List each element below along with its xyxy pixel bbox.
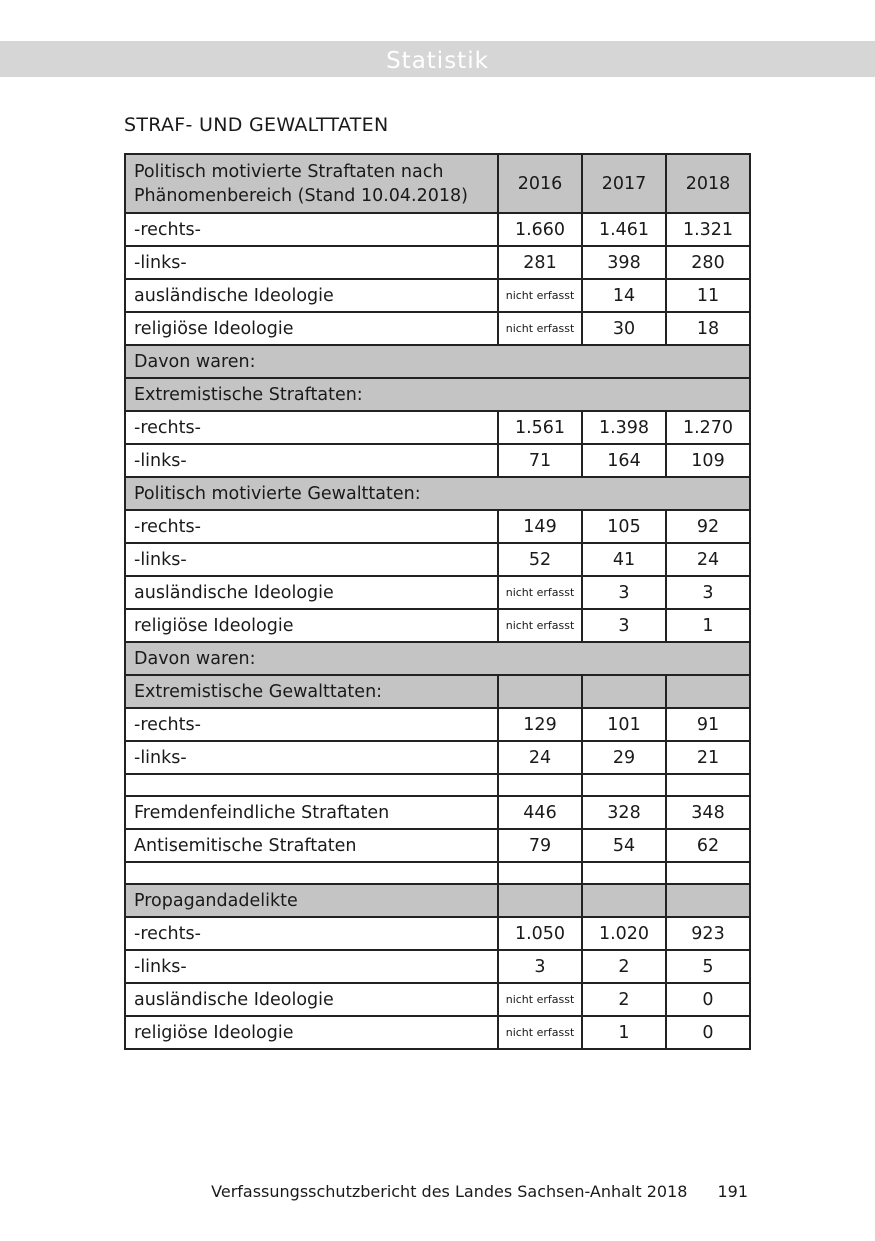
table-row bbox=[125, 444, 750, 477]
row-label: Antisemitische Straftaten bbox=[125, 829, 498, 862]
row-label: -rechts- bbox=[125, 411, 498, 444]
value-cell-2016: 1.660 bbox=[498, 213, 582, 246]
header-year-2017: 2017 bbox=[582, 154, 666, 213]
empty-cell bbox=[666, 884, 750, 917]
empty-cell bbox=[582, 884, 666, 917]
table-row bbox=[125, 917, 750, 950]
table-row bbox=[125, 796, 750, 829]
row-label: -links- bbox=[125, 950, 498, 983]
table-row bbox=[125, 312, 750, 345]
page-banner bbox=[0, 41, 875, 77]
value-cell-2018: 348 bbox=[666, 796, 750, 829]
empty-cell bbox=[498, 884, 582, 917]
value-cell-2016: 52 bbox=[498, 543, 582, 576]
banner-title: Statistik bbox=[386, 48, 489, 74]
value-cell-2016: 446 bbox=[498, 796, 582, 829]
value-cell-2016: nicht erfasst bbox=[498, 279, 582, 312]
spacer-row bbox=[125, 862, 750, 884]
row-label: religiöse Ideologie bbox=[125, 312, 498, 345]
value-cell-2017: 1.398 bbox=[582, 411, 666, 444]
table-row bbox=[125, 510, 750, 543]
value-cell-2016: 1.050 bbox=[498, 917, 582, 950]
value-cell-2016: 281 bbox=[498, 246, 582, 279]
value-cell-2016: nicht erfasst bbox=[498, 576, 582, 609]
table-header-row bbox=[125, 154, 750, 213]
value-cell-2016: nicht erfasst bbox=[498, 983, 582, 1016]
value-cell-2017: 1 bbox=[582, 1016, 666, 1049]
value-cell-2018: 923 bbox=[666, 917, 750, 950]
value-cell-2017: 105 bbox=[582, 510, 666, 543]
value-cell-2017: 101 bbox=[582, 708, 666, 741]
table-row bbox=[125, 609, 750, 642]
row-label: ausländische Ideologie bbox=[125, 983, 498, 1016]
value-cell-2018: 1.270 bbox=[666, 411, 750, 444]
value-cell-2016: nicht erfasst bbox=[498, 609, 582, 642]
header-label: Politisch motivierte Straftaten nach Phänomenbereich (Stand 10.04.2018) bbox=[125, 154, 498, 213]
table-row bbox=[125, 708, 750, 741]
section-row bbox=[125, 642, 750, 675]
empty-cell bbox=[582, 862, 666, 884]
value-cell-2017: 1.461 bbox=[582, 213, 666, 246]
empty-cell bbox=[666, 675, 750, 708]
value-cell-2016: 24 bbox=[498, 741, 582, 774]
row-label: ausländische Ideologie bbox=[125, 279, 498, 312]
table-row bbox=[125, 1016, 750, 1049]
section-label: Extremistische Gewalttaten: bbox=[125, 675, 498, 708]
value-cell-2017: 2 bbox=[582, 950, 666, 983]
row-label: -links- bbox=[125, 444, 498, 477]
value-cell-2018: 109 bbox=[666, 444, 750, 477]
value-cell-2018: 91 bbox=[666, 708, 750, 741]
value-cell-2017: 164 bbox=[582, 444, 666, 477]
row-label: religiöse Ideologie bbox=[125, 1016, 498, 1049]
section-label: Politisch motivierte Gewalttaten: bbox=[125, 477, 750, 510]
value-cell-2018: 11 bbox=[666, 279, 750, 312]
value-cell-2017: 30 bbox=[582, 312, 666, 345]
value-cell-2016: 149 bbox=[498, 510, 582, 543]
value-cell-2016: nicht erfasst bbox=[498, 312, 582, 345]
value-cell-2017: 3 bbox=[582, 576, 666, 609]
footer-text: Verfassungsschutzbericht des Landes Sachsen-Anhalt 2018 bbox=[211, 1182, 688, 1201]
value-cell-2016: nicht erfasst bbox=[498, 1016, 582, 1049]
table-row bbox=[125, 543, 750, 576]
table-row bbox=[125, 411, 750, 444]
row-label: -links- bbox=[125, 246, 498, 279]
value-cell-2017: 54 bbox=[582, 829, 666, 862]
empty-cell bbox=[125, 862, 498, 884]
section-label: Davon waren: bbox=[125, 345, 750, 378]
value-cell-2017: 14 bbox=[582, 279, 666, 312]
table-row bbox=[125, 950, 750, 983]
table-row bbox=[125, 983, 750, 1016]
row-label: -links- bbox=[125, 741, 498, 774]
value-cell-2018: 3 bbox=[666, 576, 750, 609]
table-row bbox=[125, 279, 750, 312]
row-label: religiöse Ideologie bbox=[125, 609, 498, 642]
row-label: -rechts- bbox=[125, 510, 498, 543]
row-label: -rechts- bbox=[125, 917, 498, 950]
row-label: -links- bbox=[125, 543, 498, 576]
value-cell-2016: 129 bbox=[498, 708, 582, 741]
empty-cell bbox=[498, 675, 582, 708]
value-cell-2018: 1.321 bbox=[666, 213, 750, 246]
section-label: Davon waren: bbox=[125, 642, 750, 675]
section-row bbox=[125, 884, 750, 917]
value-cell-2017: 29 bbox=[582, 741, 666, 774]
value-cell-2017: 328 bbox=[582, 796, 666, 829]
value-cell-2018: 0 bbox=[666, 983, 750, 1016]
value-cell-2018: 18 bbox=[666, 312, 750, 345]
value-cell-2016: 71 bbox=[498, 444, 582, 477]
empty-cell bbox=[125, 774, 498, 796]
value-cell-2018: 92 bbox=[666, 510, 750, 543]
page-footer bbox=[211, 1182, 748, 1201]
section-row bbox=[125, 477, 750, 510]
value-cell-2016: 3 bbox=[498, 950, 582, 983]
value-cell-2017: 1.020 bbox=[582, 917, 666, 950]
value-cell-2018: 62 bbox=[666, 829, 750, 862]
table-row bbox=[125, 246, 750, 279]
statistics-table bbox=[124, 153, 751, 1050]
row-label: -rechts- bbox=[125, 213, 498, 246]
empty-cell bbox=[498, 862, 582, 884]
value-cell-2016: 79 bbox=[498, 829, 582, 862]
empty-cell bbox=[582, 675, 666, 708]
value-cell-2017: 398 bbox=[582, 246, 666, 279]
empty-cell bbox=[498, 774, 582, 796]
row-label: Fremdenfeindliche Straftaten bbox=[125, 796, 498, 829]
table-row bbox=[125, 213, 750, 246]
value-cell-2018: 0 bbox=[666, 1016, 750, 1049]
row-label: -rechts- bbox=[125, 708, 498, 741]
value-cell-2017: 2 bbox=[582, 983, 666, 1016]
value-cell-2018: 5 bbox=[666, 950, 750, 983]
value-cell-2018: 1 bbox=[666, 609, 750, 642]
table-row bbox=[125, 576, 750, 609]
value-cell-2018: 21 bbox=[666, 741, 750, 774]
value-cell-2016: 1.561 bbox=[498, 411, 582, 444]
row-label: ausländische Ideologie bbox=[125, 576, 498, 609]
empty-cell bbox=[666, 774, 750, 796]
section-row bbox=[125, 675, 750, 708]
value-cell-2018: 24 bbox=[666, 543, 750, 576]
value-cell-2017: 41 bbox=[582, 543, 666, 576]
empty-cell bbox=[666, 862, 750, 884]
header-year-2016: 2016 bbox=[498, 154, 582, 213]
page-number: 191 bbox=[717, 1182, 748, 1201]
section-row bbox=[125, 378, 750, 411]
spacer-row bbox=[125, 774, 750, 796]
table-row bbox=[125, 741, 750, 774]
empty-cell bbox=[582, 774, 666, 796]
section-title: STRAF- UND GEWALTTATEN bbox=[124, 114, 389, 136]
table-row bbox=[125, 829, 750, 862]
section-row bbox=[125, 345, 750, 378]
value-cell-2018: 280 bbox=[666, 246, 750, 279]
header-year-2018: 2018 bbox=[666, 154, 750, 213]
section-label: Propagandadelikte bbox=[125, 884, 498, 917]
value-cell-2017: 3 bbox=[582, 609, 666, 642]
section-label: Extremistische Straftaten: bbox=[125, 378, 750, 411]
